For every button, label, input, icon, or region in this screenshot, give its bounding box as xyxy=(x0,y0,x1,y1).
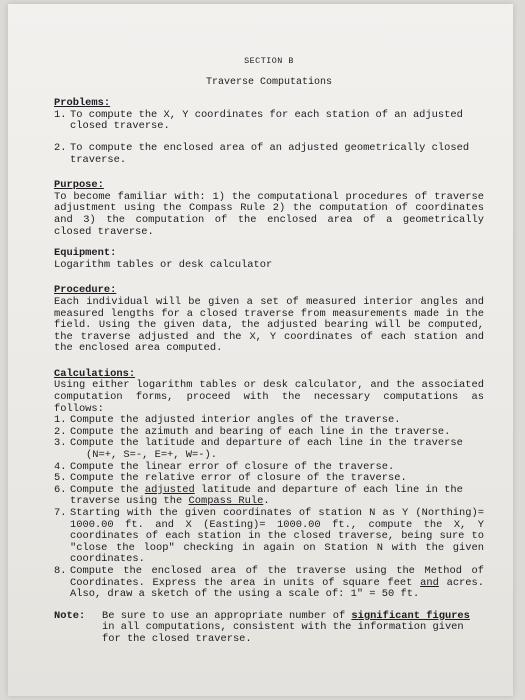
calculations-intro: Using either logarithm tables or desk calculator, and the associated computation forms, proceed with the necessary computations as follows: xyxy=(54,379,484,415)
step-text-part: latitude and departure of each line in the traverse using the xyxy=(70,483,463,508)
underlined-word: adjusted xyxy=(144,483,195,496)
step-text-part: Compute the enclosed area of the traverse using the Method of Coordinates. Express the area in units of square feet xyxy=(70,564,484,589)
problem-text: To compute the X, Y coordinates for each station of an adjusted closed traverse. xyxy=(70,108,463,133)
step-text: Compute the latitude and departure of each line in the traverse xyxy=(70,437,463,450)
step-text-part: . xyxy=(263,495,270,508)
step-text: Starting with the given coordinates of station N as Y (Northing)= 1000.00 ft. and X (Easting)= 1000.00 ft., compute the X, Y coordinates of each station in the closed traverse, being sure to "close the loop" checking in again on Station N with the given coordinates. xyxy=(70,507,484,566)
step-number: 4. xyxy=(54,460,67,473)
document-page xyxy=(8,4,513,696)
problems-heading: Problems: xyxy=(54,97,111,110)
step-text-part: Compute the xyxy=(70,483,145,496)
step-text: Compute the relative error of closure of the traverse. xyxy=(70,472,407,485)
step-number: 8. xyxy=(54,564,67,577)
purpose-text: To become familiar with: 1) the computational procedures of traverse adjustment using the Compass Rule 2) the computation of coordinates and 3) the computation of the enclosed area of a geometrically closed traverse. xyxy=(54,190,484,238)
underlined-word: Compass Rule xyxy=(188,495,264,508)
step-text: Compute the linear error of closure of the traverse. xyxy=(70,460,395,473)
section-label: SECTION B xyxy=(244,56,294,66)
problems-list xyxy=(54,110,484,166)
sign-convention: (N=+, S=-, E=+, W=-). xyxy=(86,449,217,462)
step-text xyxy=(70,566,484,601)
procedure-text: Each individual will be given a set of measured interior angles and measured lengths for a closed traverse from measurements made in the field. Using the given data, the adjusted bearing will be computed, the traverse adjusted and the X, Y coordinates of each station and the enclosed area computed. xyxy=(54,295,484,355)
document-content xyxy=(54,56,484,646)
problem-number: 1. xyxy=(54,108,67,121)
calculation-step xyxy=(54,485,484,508)
calculations-heading: Calculations: xyxy=(54,367,136,380)
calculations-section xyxy=(54,369,484,601)
step-text xyxy=(70,485,484,508)
procedure-heading: Procedure: xyxy=(54,284,117,297)
note-text-part: Be sure to use an appropriate number of xyxy=(102,609,352,622)
equipment-heading: Equipment: xyxy=(54,247,117,260)
document-title: Traverse Computations xyxy=(205,76,333,88)
step-number: 6. xyxy=(54,483,67,496)
step-number: 1. xyxy=(54,414,67,427)
note-text xyxy=(102,611,484,646)
note-section xyxy=(54,611,484,646)
purpose-heading: Purpose: xyxy=(54,179,104,192)
procedure-section xyxy=(54,285,484,355)
step-text: Compute the adjusted interior angles of the traverse. xyxy=(70,414,401,427)
calculation-step xyxy=(54,566,484,601)
calculation-step xyxy=(54,508,484,566)
problem-item xyxy=(54,110,484,133)
purpose-section xyxy=(54,180,484,238)
calculation-steps xyxy=(54,415,484,601)
equipment-text: Logarithm tables or desk calculator xyxy=(54,258,273,271)
equipment-section xyxy=(54,248,484,271)
underlined-word: and xyxy=(420,576,439,589)
step-number: 7. xyxy=(54,507,67,519)
step-text: Compute the azimuth and bearing of each line in the traverse. xyxy=(70,425,451,438)
step-body xyxy=(70,438,484,461)
problem-text: To compute the enclosed area of an adjusted geometrically closed traverse. xyxy=(70,141,470,166)
underlined-phrase: significant figures xyxy=(351,609,470,622)
step-number: 5. xyxy=(54,472,67,485)
problem-item xyxy=(54,143,484,166)
step-number: 3. xyxy=(54,437,67,450)
step-text-part: acres. Also, draw a sketch of the using a scale of: 1" = 50 ft. xyxy=(70,576,484,601)
note-label: Note: xyxy=(54,609,86,622)
problem-number: 2. xyxy=(54,141,67,154)
calculation-step xyxy=(54,438,484,461)
step-number: 2. xyxy=(54,425,67,438)
problems-section xyxy=(54,98,484,166)
note-text-part: in all computations, consistent with the information given for the closed traverse. xyxy=(102,621,464,645)
